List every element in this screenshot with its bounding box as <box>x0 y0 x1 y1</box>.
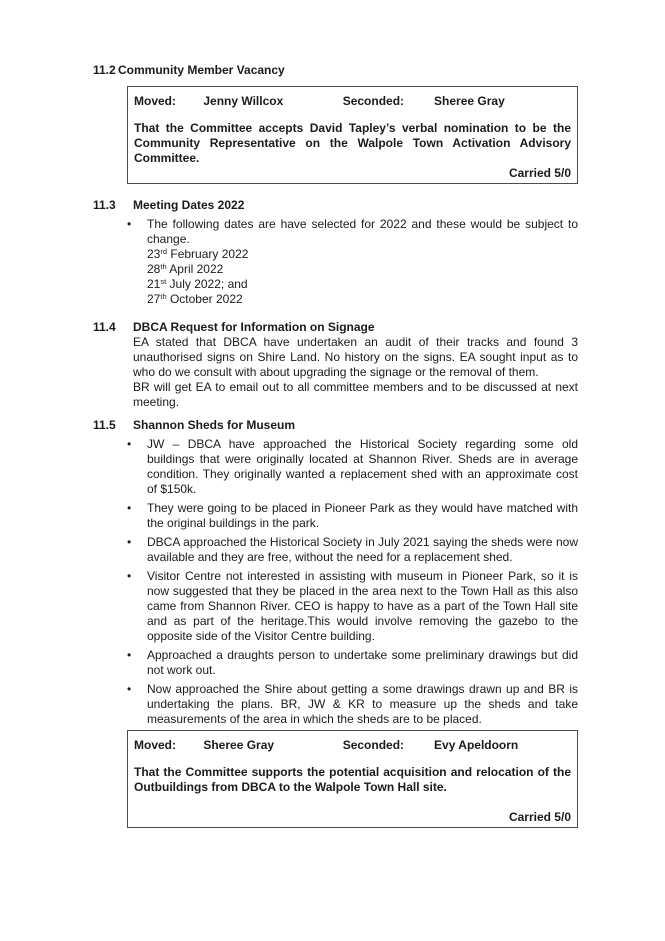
paragraph: BR will get EA to email out to all committee members and to be discussed at next meeting. <box>133 380 578 409</box>
section-number: 11.4 <box>93 320 116 334</box>
list-item-text: Now approached the Shire about getting a some drawings drawn up and BR is undertaking the plans. BR, JW & KR to measure up the sheds and take measurements of the area in which the sheds are to be placed. <box>147 682 578 726</box>
motion-box-community-vacancy <box>127 86 578 184</box>
section-title: Community Member Vacancy <box>118 63 285 77</box>
meeting-date <box>147 277 578 292</box>
date-day: 27 <box>147 292 161 306</box>
list-item <box>127 437 578 497</box>
seconded-label: Seconded: <box>342 94 405 108</box>
bullet-icon: • <box>127 437 132 451</box>
moved-name: Sheree Gray <box>203 738 275 752</box>
list-item-text: The following dates are have selected for 2022 and these would be subject to change. <box>147 217 578 246</box>
list-item <box>127 682 578 727</box>
moved-label: Moved: <box>134 738 176 752</box>
moved-seconded-row <box>134 738 571 753</box>
list-item <box>127 535 578 565</box>
meeting-date <box>147 292 578 307</box>
bullet-icon: • <box>127 217 132 231</box>
paragraph: EA stated that DBCA have undertaken an audit of their tracks and found 3 unauthorised signs on Shire Land. No history on the signs. EA sought input as to who do we consult with about upgrading the signage or the removal of them. <box>133 335 578 379</box>
section-heading-11-5 <box>93 418 578 433</box>
bullet-icon: • <box>127 682 132 696</box>
date-rest: July 2022; and <box>166 277 248 291</box>
date-ordinal: th <box>160 262 167 271</box>
carried-result: Carried 5/0 <box>508 810 571 824</box>
list-item-text: JW – DBCA have approached the Historical Society regarding some old buildings that were originally located at Shannon River. Sheds are in average condition. They originally wanted a replacement shed with an approximate cost of $150k. <box>147 437 578 496</box>
section-body <box>133 335 578 410</box>
section-heading-11-3 <box>93 198 578 213</box>
section-heading-11-2 <box>93 63 578 78</box>
meeting-dates <box>147 247 578 307</box>
list-item <box>127 217 578 247</box>
seconded-name: Sheree Gray <box>434 94 505 108</box>
date-ordinal: st <box>160 277 167 286</box>
date-day: 28 <box>147 262 161 276</box>
shannon-sheds-list <box>127 437 578 727</box>
section-number: 11.2 <box>93 63 116 77</box>
date-day: 23 <box>147 247 161 261</box>
moved-label: Moved: <box>134 94 176 108</box>
section-title: DBCA Request for Information on Signage <box>133 320 375 334</box>
section-heading-11-4 <box>93 320 578 335</box>
list-item-text: DBCA approached the Historical Society in July 2021 saying the sheds were now available and they are free, without the need for a replacement shed. <box>147 535 578 564</box>
list-item-text: They were going to be placed in Pioneer Park as they would have matched with the original buildings in the park. <box>147 501 578 530</box>
date-rest: October 2022 <box>166 292 243 306</box>
carried-result: Carried 5/0 <box>508 166 571 180</box>
meeting-date <box>147 262 578 277</box>
list-item-text: Visitor Centre not interested in assisting with museum in Pioneer Park, so it is now suggested that they be placed in the area next to the Town Hall as this also came from Shannon River. CEO is happy to have as a part of the Town Hall site and as part of the heritage.This would involve removing the gazebo to the opposite side of the Visitor Centre building. <box>147 569 578 643</box>
section-number: 11.3 <box>93 198 116 212</box>
bullet-icon: • <box>127 535 132 549</box>
seconded-name: Evy Apeldoorn <box>434 738 519 752</box>
list-item <box>127 569 578 644</box>
motion-text: That the Committee accepts David Tapley’s verbal nomination to be the Community Representative on the Walpole Town Activation Advisory Committee. <box>134 121 571 165</box>
date-ordinal: th <box>160 292 167 301</box>
seconded-label: Seconded: <box>342 738 405 752</box>
meeting-dates-list <box>127 217 578 247</box>
list-item-text: Approached a draughts person to undertake some preliminary drawings but did not work out. <box>147 648 578 677</box>
date-rest: April 2022 <box>166 262 224 276</box>
motion-box-sheds-relocation <box>127 730 578 828</box>
motion-text: That the Committee supports the potential acquisition and relocation of the Outbuildings from DBCA to the Walpole Town Hall site. <box>134 765 571 794</box>
bullet-icon: • <box>127 648 132 662</box>
bullet-icon: • <box>127 569 132 583</box>
date-rest: February 2022 <box>167 247 249 261</box>
section-title: Shannon Sheds for Museum <box>133 418 296 432</box>
date-day: 21 <box>147 277 161 291</box>
section-title: Meeting Dates 2022 <box>133 198 245 212</box>
meeting-date <box>147 247 578 262</box>
date-ordinal: rd <box>160 247 168 256</box>
moved-seconded-row <box>134 94 571 109</box>
bullet-icon: • <box>127 501 132 515</box>
section-number: 11.5 <box>93 418 116 432</box>
list-item <box>127 648 578 678</box>
list-item <box>127 501 578 531</box>
moved-name: Jenny Willcox <box>203 94 284 108</box>
document-content <box>93 63 578 828</box>
